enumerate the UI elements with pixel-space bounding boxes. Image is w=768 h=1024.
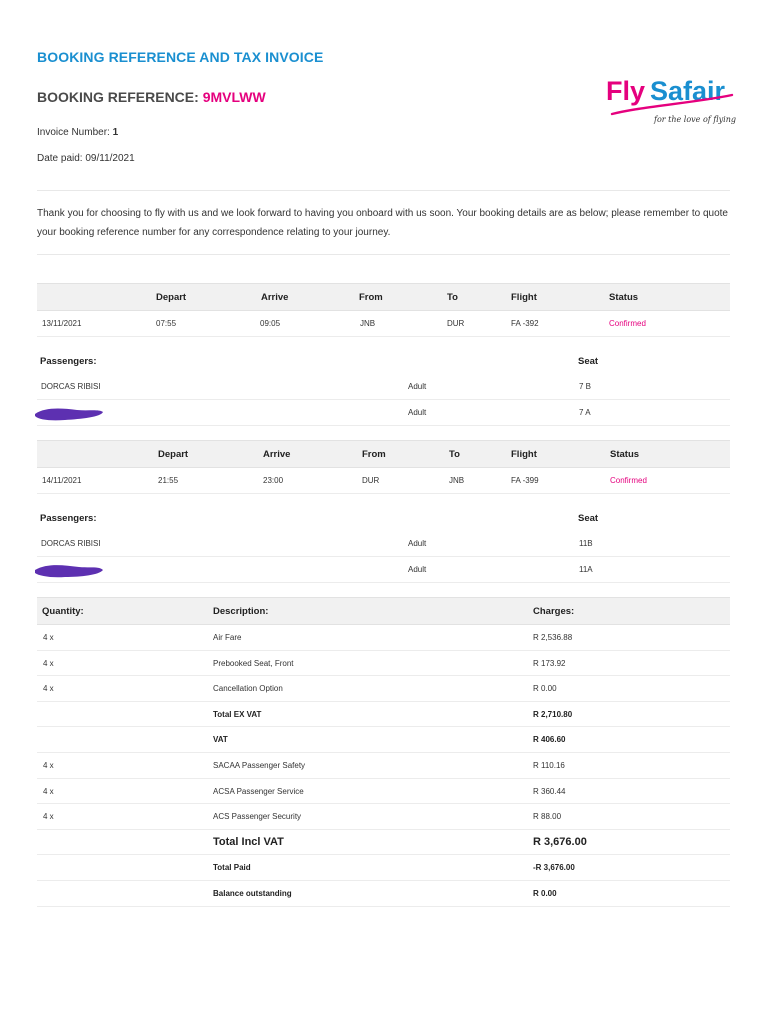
charge-description: ACS Passenger Security [213, 812, 302, 822]
flight-from: JNB [360, 319, 376, 328]
charge-description: Air Fare [213, 633, 242, 642]
passenger-type: Adult [408, 565, 427, 574]
charge-row [37, 830, 730, 856]
col-flight: Flight [511, 449, 537, 460]
col-status: Status [609, 292, 639, 303]
charge-row [37, 676, 730, 702]
charge-row [37, 625, 730, 651]
col-from: From [362, 449, 386, 460]
charge-quantity: 4 x [43, 658, 54, 668]
intro-paragraph: Thank you for choosing to fly with us and we look forward to having you onboard with us soon. Your booking details are as below; please remember to quote your booking reference number for any correspondence relating to your journey. [37, 208, 728, 238]
charge-quantity: 4 x [43, 684, 54, 694]
charge-quantity: 4 x [43, 812, 54, 822]
flight-date: 14/11/2021 [42, 476, 82, 485]
booking-reference-line [37, 89, 266, 105]
flight-status: Confirmed [609, 319, 646, 328]
flight-from: DUR [362, 476, 380, 485]
col-arrive: Arrive [263, 449, 291, 460]
passenger-type: Adult [408, 382, 427, 391]
col-arrive: Arrive [261, 292, 289, 303]
col-to: To [449, 449, 460, 460]
divider [37, 190, 730, 191]
charge-quantity: 4 x [43, 633, 54, 642]
col-depart: Depart [158, 449, 189, 460]
booking-reference-label: BOOKING REFERENCE: [37, 89, 199, 105]
flight-to: DUR [447, 319, 465, 328]
charge-amount: R 88.00 [533, 812, 562, 822]
passenger-name: DORCAS RIBISI [41, 382, 101, 391]
charge-amount: R 2,536.88 [533, 633, 573, 642]
invoice-number-line [37, 127, 118, 138]
flight-table-header [37, 283, 730, 311]
redaction-mark [31, 559, 107, 581]
document-title: BOOKING REFERENCE AND TAX INVOICE [37, 49, 324, 65]
col-depart: Depart [156, 292, 187, 303]
col-description: Description: [213, 606, 269, 617]
charge-amount: R 0.00 [533, 684, 557, 694]
charge-row [37, 804, 730, 830]
passenger-type: Adult [408, 539, 427, 548]
charge-description: Total Paid [213, 863, 251, 873]
col-status: Status [610, 449, 640, 460]
redaction-mark [31, 402, 107, 424]
passenger-seat: 7 A [579, 408, 591, 417]
date-paid-value: 09/11/2021 [85, 153, 135, 164]
passenger-type: Adult [408, 408, 427, 417]
flight-table-header [37, 440, 730, 468]
divider [37, 254, 730, 255]
col-to: To [447, 292, 458, 303]
flight-to: JNB [449, 476, 465, 485]
charge-description: SACAA Passenger Safety [213, 761, 306, 770]
charge-amount: R 173.92 [533, 658, 566, 668]
date-paid-line [37, 153, 135, 164]
charge-row [37, 855, 730, 881]
charge-amount: R 0.00 [533, 889, 557, 898]
seat-label: Seat [578, 356, 599, 367]
charge-quantity: 4 x [43, 786, 54, 796]
col-flight: Flight [511, 292, 537, 303]
flight-row [37, 468, 730, 494]
charge-description: Cancellation Option [213, 684, 283, 694]
charge-amount: -R 3,676.00 [533, 863, 575, 873]
passenger-row [37, 531, 730, 557]
flight-row [37, 311, 730, 337]
flight-number: FA -392 [511, 319, 539, 328]
passenger-row [37, 374, 730, 400]
booking-reference-code: 9MVLWW [202, 89, 266, 105]
flight-depart: 21:55 [158, 476, 179, 485]
passenger-seat: 11B [579, 539, 593, 548]
charges-table-header [37, 597, 730, 625]
charge-amount: R 360.44 [533, 786, 566, 796]
flight-status: Confirmed [610, 476, 647, 485]
col-from: From [359, 292, 383, 303]
charge-row [37, 881, 730, 907]
charge-description: Total Incl VAT [213, 835, 284, 848]
charge-amount: R 2,710.80 [533, 709, 573, 719]
charge-amount: R 3,676.00 [533, 835, 587, 848]
passenger-seat: 7 B [579, 382, 592, 391]
passenger-name: DORCAS RIBISI [41, 539, 101, 548]
flight-arrive: 09:05 [260, 319, 281, 328]
charge-description: ACSA Passenger Service [213, 786, 304, 796]
seat-label: Seat [578, 513, 599, 524]
logo-safair-text: Safair [650, 76, 726, 106]
flight-depart: 07:55 [156, 319, 177, 328]
flysafair-logo [604, 70, 736, 128]
flight-arrive: 23:00 [263, 476, 284, 485]
logo-tagline: for the love of flying [654, 115, 736, 124]
passengers-label: Passengers: [40, 356, 97, 367]
flight-number: FA -399 [511, 476, 539, 485]
charge-amount: R 110.16 [533, 761, 565, 770]
charge-row [37, 702, 730, 728]
charge-row [37, 727, 730, 753]
passenger-row [37, 400, 730, 426]
col-quantity: Quantity: [42, 606, 84, 617]
date-paid-label: Date paid: [37, 153, 83, 164]
charge-description: Total EX VAT [213, 709, 262, 719]
charge-description: Balance outstanding [213, 889, 292, 898]
charge-row [37, 753, 730, 779]
passenger-seat: 11A [579, 565, 593, 574]
passengers-label: Passengers: [40, 513, 97, 524]
col-charges: Charges: [533, 606, 575, 617]
charge-quantity: 4 x [43, 761, 54, 770]
passenger-row [37, 557, 730, 583]
charge-description: VAT [213, 735, 228, 745]
charge-row [37, 779, 730, 805]
charge-description: Prebooked Seat, Front [213, 658, 294, 668]
charge-amount: R 406.60 [533, 735, 566, 745]
invoice-number-label: Invoice Number: [37, 127, 110, 138]
charge-row [37, 651, 730, 677]
logo-fly-text: Fly [606, 76, 646, 106]
flight-date: 13/11/2021 [42, 319, 82, 328]
invoice-number-value: 1 [112, 127, 119, 138]
